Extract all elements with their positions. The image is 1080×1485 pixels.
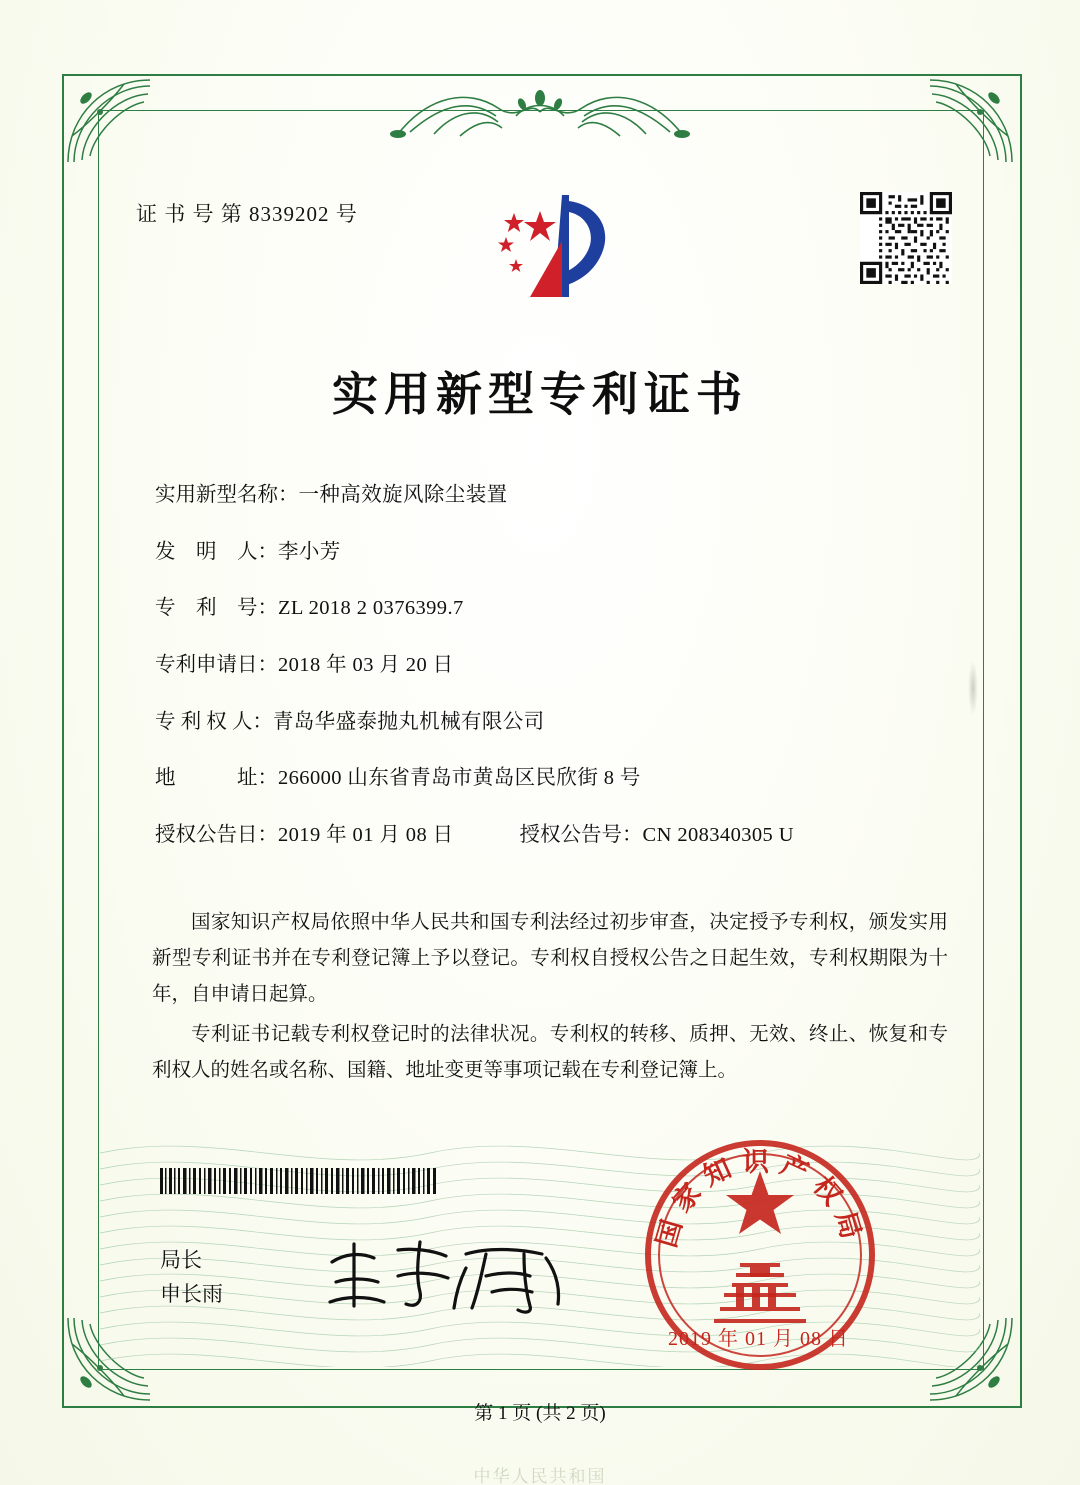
field-row: [155, 709, 945, 737]
director-name: 申长雨: [160, 1282, 223, 1306]
field-row: [155, 482, 945, 510]
barcode: [160, 1168, 438, 1194]
grant-number-value: CN 208340305 U: [642, 824, 794, 847]
field-label: 专 利 权 人：: [155, 710, 273, 733]
grant-date-label: 授权公告日：: [155, 824, 278, 847]
legal-text: [152, 905, 948, 1093]
grant-date-value: 2019 年 01 月 08 日: [278, 824, 454, 847]
field-value: 2018 年 03 月 20 日: [278, 654, 454, 677]
field-value: 青岛华盛泰抛丸机械有限公司: [272, 710, 545, 733]
field-row: [155, 652, 945, 680]
field-row: [155, 539, 945, 567]
field-label: 地 址：: [155, 767, 278, 790]
page-footer: 第 1 页 (共 2 页): [474, 1403, 606, 1424]
page-title: 实用新型专利证书: [332, 367, 748, 421]
field-label: 实用新型名称：: [155, 484, 299, 506]
grant-row: [155, 822, 945, 850]
field-row: [155, 595, 945, 623]
field-row: [155, 765, 945, 793]
field-value: ZL 2018 2 0376399.7: [278, 597, 464, 620]
field-label: 发 明 人：: [155, 540, 278, 563]
seal-date: 2019 年 01 月 08 日: [668, 1328, 849, 1350]
field-label: 专利申请日：: [155, 654, 278, 677]
grant-number-label: 授权公告号：: [519, 824, 643, 847]
field-label: 专 利 号：: [155, 597, 278, 620]
field-list: [155, 482, 945, 879]
qr-code-icon: [860, 192, 952, 284]
field-value: 一种高效旋风除尘装置: [298, 484, 508, 506]
legal-paragraph-2: 专利证书记载专利权登记时的法律状况。专利权的转移、质押、无效、终止、恢复和专利权人的姓名或名称、国籍、地址变更等事项记载在专利登记簿上。: [152, 1024, 948, 1081]
sipo-logo-icon: [470, 185, 640, 305]
director-label: 局长: [160, 1248, 202, 1272]
legal-paragraph-1: 国家知识产权局依照中华人民共和国专利法经过初步审查，决定授予专利权，颁发实用新型专利证书并在专利登记簿上予以登记。专利权自授权公告之日起生效，专利权期限为十年，自申请日起算。: [152, 912, 948, 1005]
bleed-text: 中华人民共和国: [473, 1467, 607, 1485]
certificate-number: 证 书 号 第 8339202 号: [136, 202, 358, 226]
director-block: [160, 1243, 223, 1311]
svg-text:国家知识产权局: 国家知识产权局: [651, 1147, 869, 1251]
field-value: 李小芳: [278, 540, 341, 563]
field-value: 266000 山东省青岛市黄岛区民欣街 8 号: [278, 767, 641, 790]
handwritten-signature: [320, 1232, 580, 1316]
